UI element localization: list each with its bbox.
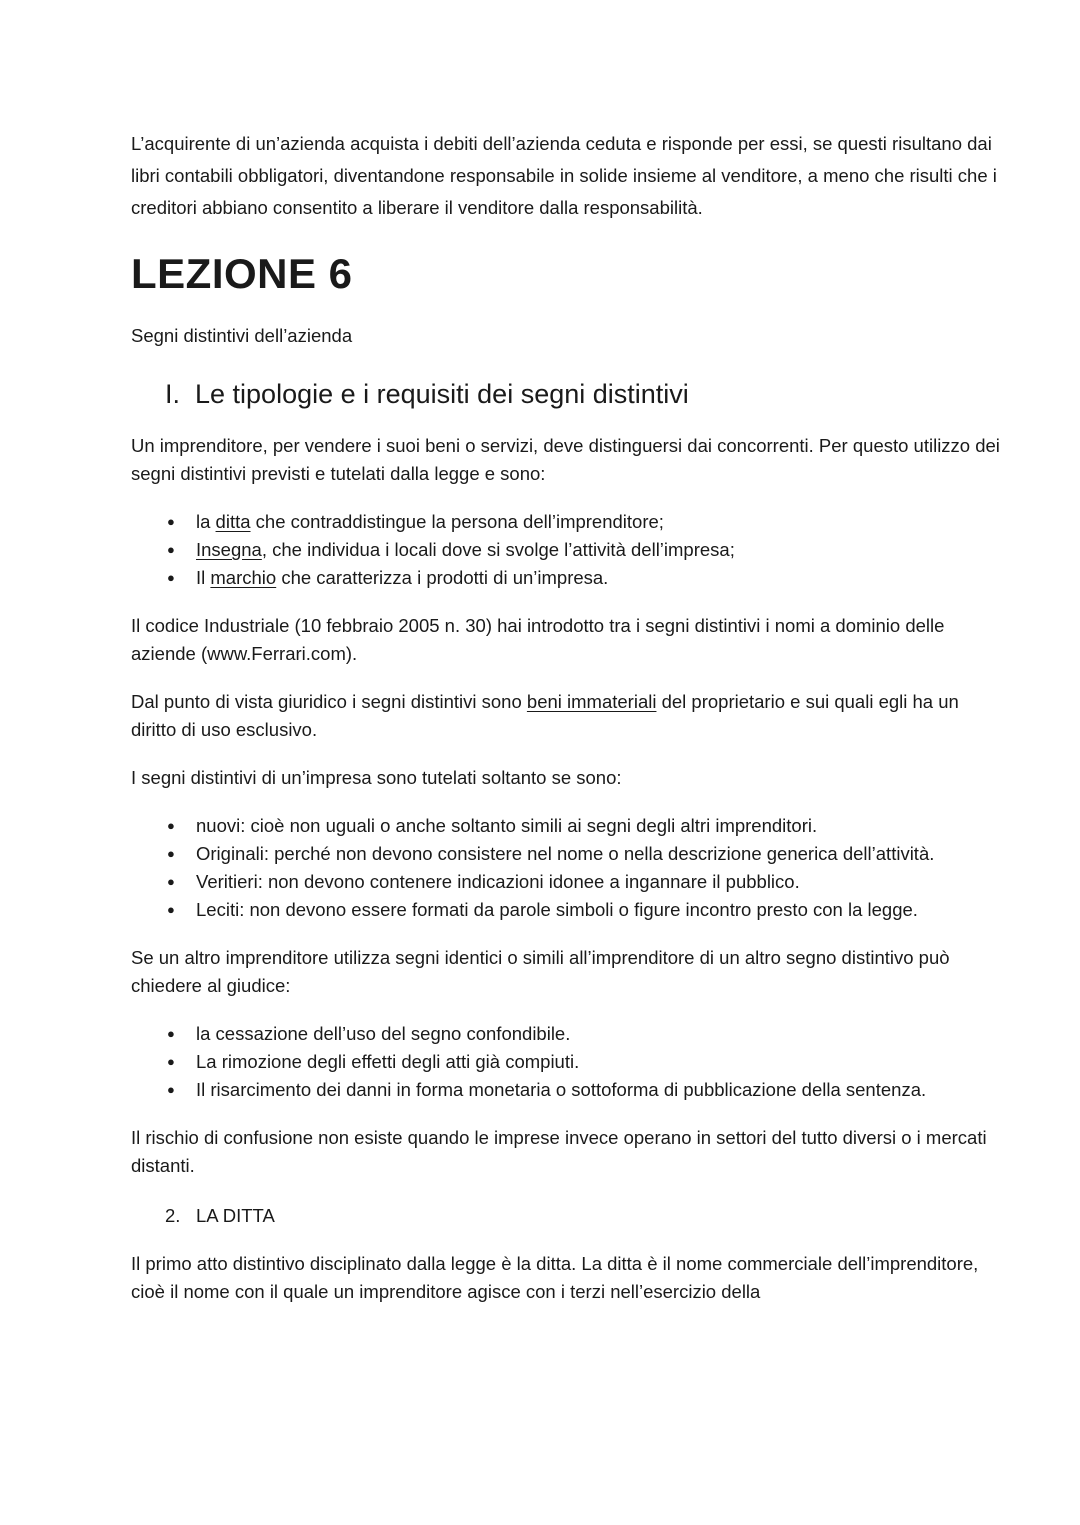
section-number: I. — [165, 379, 181, 409]
list-item: ● Il marchio che caratterizza i prodotti di un’impresa. — [131, 564, 1001, 592]
paragraph: Il rischio di confusione non esiste quando le imprese invece operano in settori del tutto diversi o i mercati distanti. — [131, 1127, 987, 1176]
paragraph: Dal punto di vista giuridico i segni distintivi sono beni immateriali del proprietario e sui quali egli ha un diritto di uso esclusivo. — [131, 691, 959, 740]
lesson-title: LEZIONE 6 — [131, 250, 353, 297]
section-title: Le tipologie e i requisiti dei segni distintivi — [195, 379, 689, 409]
list-item: ● Originali: perché non devono consistere nel nome o nella descrizione generica dell’attività. — [131, 840, 1001, 868]
list-item: ● la cessazione dell’uso del segno confondibile. — [131, 1020, 1001, 1048]
remedies-list — [131, 1020, 1001, 1104]
list-item: ● nuovi: cioè non uguali o anche soltanto simili ai segni degli altri imprenditori. — [131, 812, 1001, 840]
paragraph: Il primo atto distintivo disciplinato dalla legge è la ditta. La ditta è il nome commerciale dell’imprenditore, cioè il nome con il quale un imprenditore agisce con i terzi nell’esercizio della — [131, 1253, 979, 1302]
section-title: LA DITTA — [196, 1205, 275, 1226]
section-heading-2 — [165, 1202, 1001, 1230]
underlined-term: Insegna — [196, 539, 262, 560]
list-item: ● Leciti: non devono essere formati da parole simboli o figure incontro presto con la legge. — [131, 896, 1001, 924]
paragraph: Il codice Industriale (10 febbraio 2005 n. 30) hai introdotto tra i segni distintivi i nomi a dominio delle aziende (www.Ferrari.com). — [131, 615, 945, 664]
paragraph: Se un altro imprenditore utilizza segni identici o simili all’imprenditore di un altro segno distintivo può chiedere al giudice: — [131, 947, 950, 996]
lesson-subtitle: Segni distintivi dell’azienda — [131, 325, 353, 346]
paragraph: Un imprenditore, per vendere i suoi beni o servizi, deve distinguersi dai concorrenti. Per questo utilizzo dei segni distintivi previsti e tutelati dalla legge e sono: — [131, 435, 1000, 484]
requirements-list — [131, 812, 1001, 924]
section-number: 2. — [165, 1205, 181, 1226]
list-item: ● la ditta che contraddistingue la persona dell’imprenditore; — [131, 508, 1001, 536]
distinctive-signs-list — [131, 508, 1001, 592]
list-item: ● Insegna, che individua i locali dove si svolge l’attività dell’impresa; — [131, 536, 1001, 564]
list-item: ● Veritieri: non devono contenere indicazioni idonee a ingannare il pubblico. — [131, 868, 1001, 896]
intro-paragraph: L’acquirente di un’azienda acquista i debiti dell’azienda ceduta e risponde per essi, se questi risultano dai libri contabili obbligatori, diventandone responsabile in solide insieme al venditore, a meno che risulti che i creditori abbiano consentito a liberare il venditore dalla responsabilità. — [131, 133, 997, 218]
list-item: ● La rimozione degli effetti degli atti già compiuti. — [131, 1048, 1001, 1076]
underlined-term: beni immateriali — [526, 691, 657, 712]
paragraph: I segni distintivi di un’impresa sono tutelati soltanto se sono: — [131, 767, 622, 788]
underlined-term: marchio — [210, 567, 277, 588]
list-item: ● Il risarcimento dei danni in forma monetaria o sottoforma di pubblicazione della sentenza. — [131, 1076, 1001, 1104]
section-heading-1 — [165, 376, 1001, 412]
underlined-term: ditta — [215, 511, 251, 532]
document-page — [131, 128, 1001, 1306]
